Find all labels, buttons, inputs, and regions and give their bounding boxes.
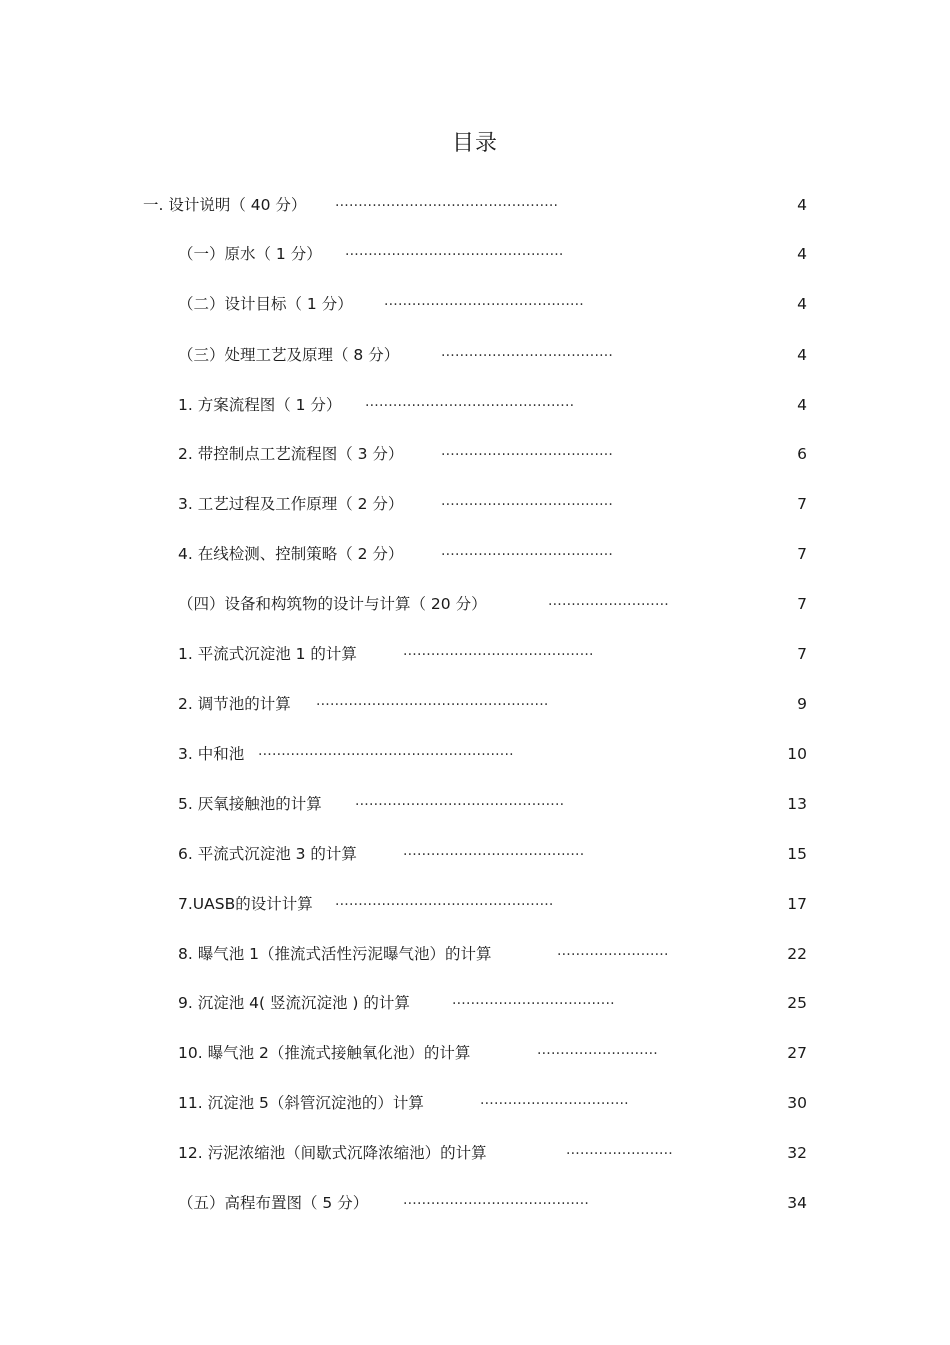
toc-entry xyxy=(0,892,950,916)
toc-entry-page: 27 xyxy=(787,1044,807,1062)
toc-entry-label: （四）设备和构筑物的设计与计算（ 20 分） xyxy=(178,595,487,613)
toc-entry-page: 7 xyxy=(797,645,807,663)
toc-entry-label: 2. 调节池的计算 xyxy=(178,695,291,713)
toc-entry xyxy=(0,642,950,666)
toc-entry-leader: ............................................... xyxy=(335,893,554,909)
toc-entry-label: 6. 平流式沉淀池 3 的计算 xyxy=(178,845,357,863)
toc-entry xyxy=(0,492,950,516)
toc-entry-page: 10 xyxy=(787,745,807,763)
toc-entry xyxy=(0,1191,950,1215)
toc-entry-leader: ..................................... xyxy=(441,493,614,509)
toc-entry-leader: ........................................ xyxy=(403,1192,590,1208)
toc-entry-leader: ............................................. xyxy=(365,394,575,410)
toc-entry-label: 3. 中和池 xyxy=(178,745,245,763)
toc-entry xyxy=(0,292,950,316)
toc-entry xyxy=(0,442,950,466)
toc-entry xyxy=(0,1091,950,1115)
toc-entry-page: 4 xyxy=(797,196,807,214)
toc-entry-leader: ........................ xyxy=(557,943,669,959)
toc-entry xyxy=(0,343,950,367)
toc-entry-page: 6 xyxy=(797,445,807,463)
toc-entry-page: 13 xyxy=(787,795,807,813)
toc-entry-leader: ............................................. xyxy=(355,793,565,809)
toc-entry-leader: ..................................... xyxy=(441,443,614,459)
toc-entry-label: 7.UASB的设计计算 xyxy=(178,895,313,913)
toc-entry-page: 22 xyxy=(787,945,807,963)
toc-entry-page: 17 xyxy=(787,895,807,913)
toc-entry-label: （一）原水（ 1 分） xyxy=(178,245,322,263)
toc-entry-leader: .......................... xyxy=(537,1042,658,1058)
toc-entry-page: 7 xyxy=(797,595,807,613)
toc-entry-page: 15 xyxy=(787,845,807,863)
toc-entry-page: 30 xyxy=(787,1094,807,1112)
toc-entry-page: 4 xyxy=(797,295,807,313)
toc-entry-leader: ........................................... xyxy=(384,293,584,309)
toc-entry-page: 34 xyxy=(787,1194,807,1212)
toc-entry-label: 2. 带控制点工艺流程图（ 3 分） xyxy=(178,445,404,463)
toc-entry-page: 9 xyxy=(797,695,807,713)
toc-entry-leader: ......................................... xyxy=(403,643,594,659)
toc-entry-label: （二）设计目标（ 1 分） xyxy=(178,295,353,313)
toc-entry-page: 7 xyxy=(797,545,807,563)
toc-entry xyxy=(0,991,950,1015)
toc-entry-label: （三）处理工艺及原理（ 8 分） xyxy=(178,346,400,364)
toc-entry-leader: ....................... xyxy=(566,1142,673,1158)
toc-entry xyxy=(0,193,950,217)
toc-entry xyxy=(0,592,950,616)
toc-entry-page: 4 xyxy=(797,245,807,263)
toc-title: 目录 xyxy=(451,131,498,156)
toc-entry-page: 7 xyxy=(797,495,807,513)
toc-entry-page: 25 xyxy=(787,994,807,1012)
toc-entry-leader: .......................... xyxy=(548,593,669,609)
toc-entry-label: 1. 平流式沉淀池 1 的计算 xyxy=(178,645,357,663)
toc-entry xyxy=(0,1041,950,1065)
toc-entry xyxy=(0,542,950,566)
toc-entry-label: 3. 工艺过程及工作原理（ 2 分） xyxy=(178,495,404,513)
toc-entry xyxy=(0,393,950,417)
toc-entry-leader: ................................ xyxy=(480,1092,629,1108)
toc-entry-label: 5. 厌氧接触池的计算 xyxy=(178,795,322,813)
toc-entry-leader: ................................... xyxy=(452,992,615,1008)
toc-entry xyxy=(0,1141,950,1165)
toc-entry xyxy=(0,942,950,966)
toc-entry-label: 一. 设计说明（ 40 分） xyxy=(143,196,307,214)
toc-entry xyxy=(0,692,950,716)
toc-entry-label: 9. 沉淀池 4( 竖流沉淀池 ) 的计算 xyxy=(178,994,410,1012)
toc-entry-label: 8. 曝气池 1（推流式活性污泥曝气池）的计算 xyxy=(178,945,492,963)
toc-entry-page: 4 xyxy=(797,396,807,414)
toc-entry-label: （五）高程布置图（ 5 分） xyxy=(178,1194,369,1212)
toc-entry xyxy=(0,242,950,266)
toc-entry-leader: ............................................... xyxy=(345,243,564,259)
toc-entry-leader: ..................................... xyxy=(441,543,614,559)
toc-entry xyxy=(0,842,950,866)
toc-entry-leader: ..................................... xyxy=(441,344,614,360)
toc-entry-label: 10. 曝气池 2（推流式接触氧化池）的计算 xyxy=(178,1044,471,1062)
toc-entry xyxy=(0,742,950,766)
toc-entry-leader: .................................................. xyxy=(316,693,549,709)
toc-entry-label: 4. 在线检测、控制策略（ 2 分） xyxy=(178,545,404,563)
toc-entry xyxy=(0,792,950,816)
toc-entry-label: 1. 方案流程图（ 1 分） xyxy=(178,396,342,414)
toc-entry-leader: ....................................... xyxy=(403,843,585,859)
toc-entry-page: 32 xyxy=(787,1144,807,1162)
toc-entry-leader: ................................................ xyxy=(335,194,559,210)
toc-entry-label: 12. 污泥浓缩池（间歇式沉降浓缩池）的计算 xyxy=(178,1144,487,1162)
toc-entry-leader: ....................................................... xyxy=(258,743,514,759)
toc-entry-label: 11. 沉淀池 5（斜管沉淀池的）计算 xyxy=(178,1094,424,1112)
toc-entry-page: 4 xyxy=(797,346,807,364)
